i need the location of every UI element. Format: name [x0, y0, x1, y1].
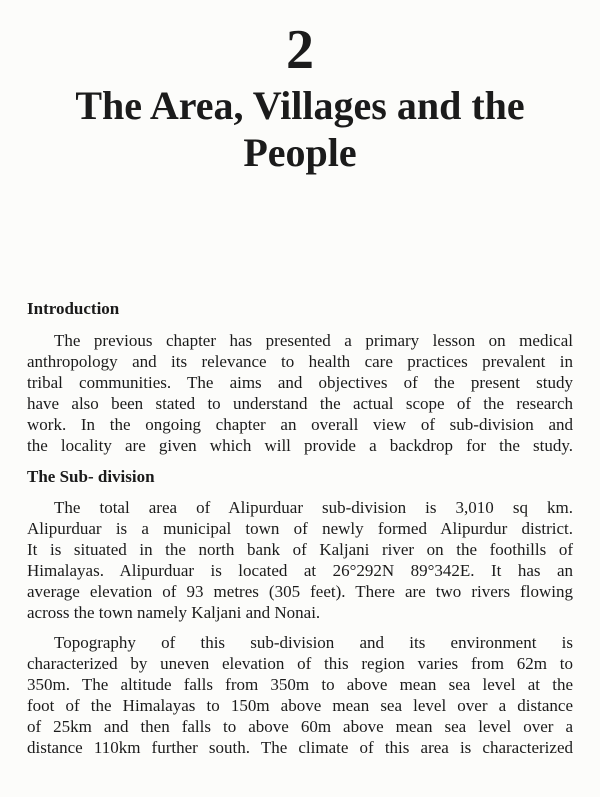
section-heading-sub-division: The Sub- division	[27, 467, 155, 486]
text-line: The previous chapter has presented a primary lesson on medical	[54, 331, 573, 350]
text-line: Topography of this sub-division and its environment is	[54, 633, 573, 652]
section-sub-division	[27, 466, 573, 758]
book-page	[0, 19, 600, 797]
section-introduction	[27, 298, 573, 456]
text-line: People	[243, 130, 357, 175]
text-line: The Area, Villages and the	[75, 83, 525, 128]
text-line: foot of the Himalayas to 150m above mean sea level over a distance	[27, 696, 573, 715]
chapter-title	[27, 82, 573, 176]
text-line: characterized by uneven elevation of this region varies from 62m to	[27, 654, 573, 673]
text-line: The total area of Alipurduar sub-division is 3,010 sq km.	[54, 498, 573, 517]
section-heading-introduction: Introduction	[27, 299, 120, 318]
chapter-number: 2	[286, 19, 314, 81]
text-line: Alipurduar is a municipal town of newly formed Alipurdur district.	[27, 519, 573, 538]
paragraph-topography	[27, 632, 573, 758]
text-line: distance 110km further south. The climate of this area is characterized	[27, 738, 573, 757]
text-line: average elevation of 93 metres (305 feet). There are two rivers flowing	[27, 582, 573, 601]
paragraph-sub-division-area	[27, 497, 573, 623]
text-line: of 25km and then falls to above 60m above mean sea level over a	[27, 717, 573, 736]
text-line: Himalayas. Alipurduar is located at 26°292N 89°342E. It has an	[27, 561, 573, 580]
text-line: tribal communities. The aims and objectives of the present study	[27, 373, 573, 392]
text-line: have also been stated to understand the actual scope of the research	[27, 394, 573, 413]
text-line: 350m. The altitude falls from 350m to above mean sea level at the	[27, 675, 573, 694]
paragraph-introduction	[27, 330, 573, 456]
text-line: It is situated in the north bank of Kaljani river on the foothills of	[27, 540, 573, 559]
text-line: across the town namely Kaljani and Nonai.	[27, 603, 321, 622]
text-line: the locality are given which will provide a backdrop for the study.	[27, 436, 573, 455]
text-line: work. In the ongoing chapter an overall view of sub-division and	[27, 415, 573, 434]
text-line: anthropology and its relevance to health care practices prevalent in	[27, 352, 573, 371]
